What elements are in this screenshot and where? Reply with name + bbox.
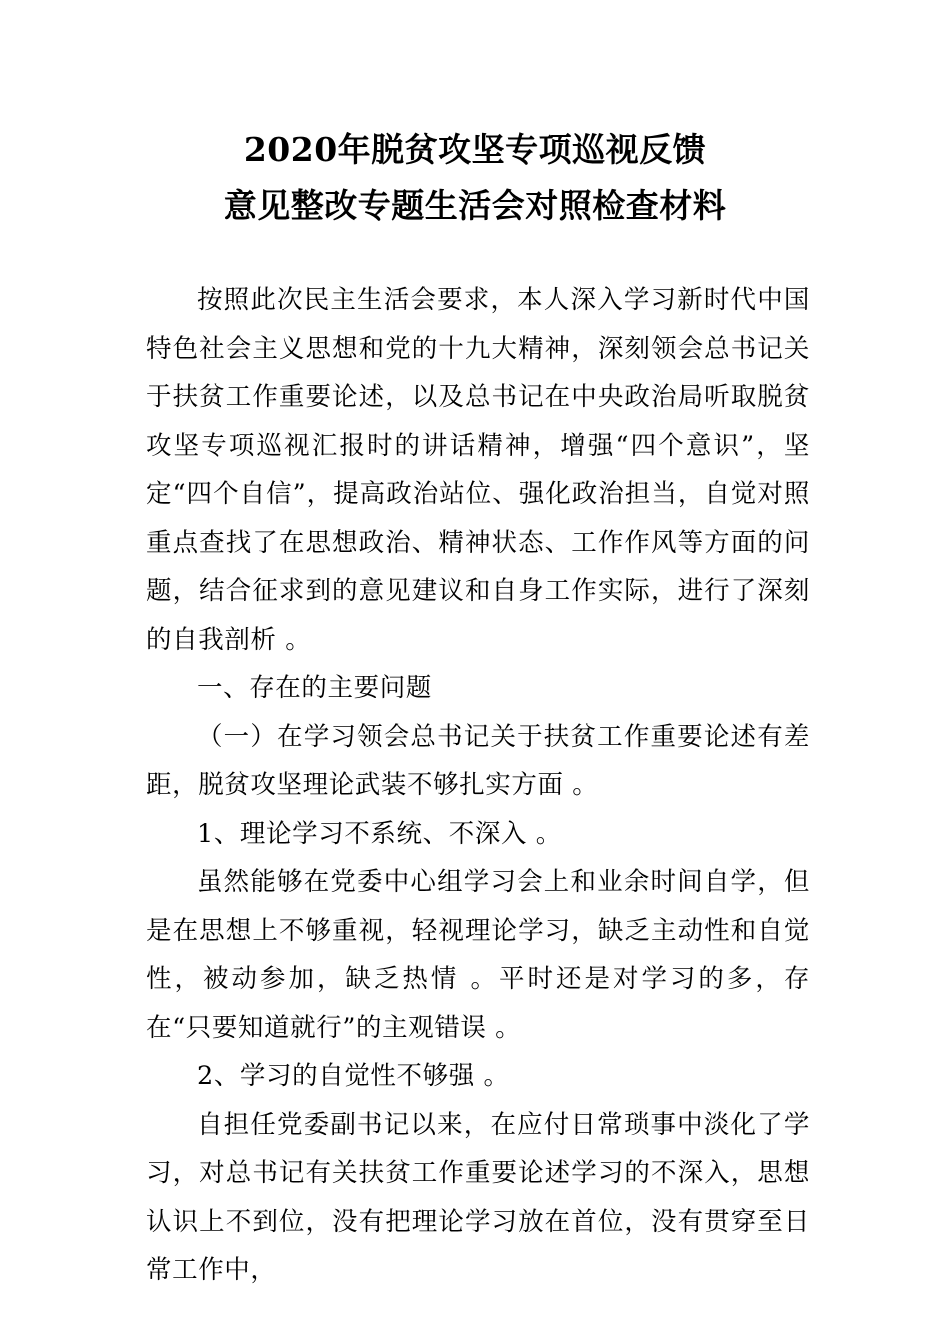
document-title (0, 122, 950, 234)
item-heading-2: 2、学习的自觉性不够强 。 (197, 1061, 510, 1091)
document-body (146, 276, 810, 1295)
section-heading-1: 一、存在的主要问题 (197, 673, 432, 703)
title-line-1: 2020年脱贫攻坚专项巡视反馈 (243, 130, 707, 169)
paragraph-intro: 按照此次民主生活会要求，本人深入学习新时代中国特色社会主义思想和党的十九大精神，深刻领会总书记关于扶贫工作重要论述，以及总书记在中央政治局听取脱贫攻坚专项巡视汇报时的讲话精神，增强“四个意识”，坚定“四个自信”，提高政治站位、强化政治担当，自觉对照重点查找了在思想政治、精神状态、工作作风等方面的问题，结合征求到的意见建议和自身工作实际，进行了深刻的自我剖析 。 (146, 285, 810, 655)
title-line-2: 意见整改专题生活会对照检查材料 (223, 186, 727, 225)
subsection-heading-1: （一）在学习领会总书记关于扶贫工作重要论述有差距，脱贫攻坚理论武装不够扎实方面 。 (146, 721, 810, 800)
paragraph-item-1: 虽然能够在党委中心组学习会上和业余时间自学，但是在思想上不够重视，轻视理论学习，缺乏主动性和自觉性，被动参加，缺乏热情 。平时还是对学习的多，存在“只要知道就行”的主观错误 。 (146, 867, 810, 1043)
item-heading-1: 1、理论学习不系统、不深入 。 (197, 818, 562, 849)
paragraph-item-2: 自担任党委副书记以来，在应付日常琐事中淡化了学习，对总书记有关扶贫工作重要论述学习的不深入，思想认识上不到位，没有把理论学习放在首位，没有贯穿至日常工作中， (146, 1109, 810, 1285)
